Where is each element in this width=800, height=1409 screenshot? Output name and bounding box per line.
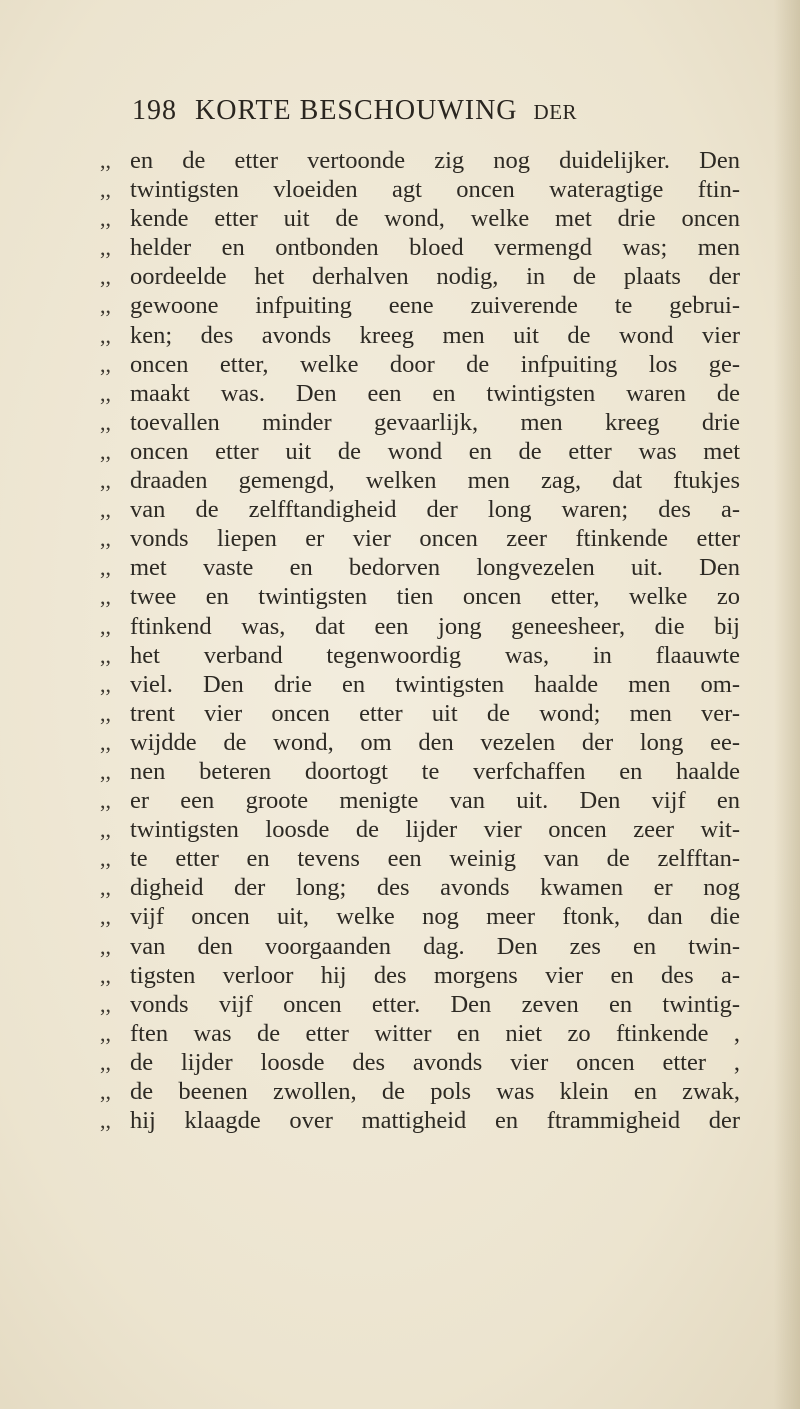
quotation-marker: ,, — [100, 846, 111, 872]
quotation-marker: ,, — [100, 1049, 111, 1075]
text-line — [100, 437, 740, 466]
text-line — [100, 699, 740, 728]
text-line — [100, 1019, 740, 1048]
line-text: viel. Den drie en twintigsten haalde men om- — [130, 670, 740, 698]
quotation-marker: ,, — [100, 991, 111, 1017]
line-text: draaden gemengd, welken men zag, dat ftukjes — [130, 467, 740, 495]
text-line — [100, 524, 740, 553]
line-text: maakt was. Den een en twintigsten waren de — [130, 379, 740, 407]
quotation-marker: ,, — [100, 700, 111, 726]
quotation-marker: ,, — [100, 758, 111, 784]
text-line — [100, 612, 740, 641]
quotation-marker: ,, — [100, 613, 111, 639]
quotation-marker: ,, — [100, 235, 111, 261]
quotation-marker: ,, — [100, 497, 111, 523]
line-text: met vaste en bedorven longvezelen uit. Den — [130, 554, 740, 582]
quotation-marker: ,, — [100, 962, 111, 988]
text-line — [100, 553, 740, 582]
line-text: kende etter uit de wond, welke met drie oncen — [130, 205, 740, 233]
line-text: van den voorgaanden dag. Den zes en twin- — [130, 932, 740, 960]
quotation-marker: ,, — [100, 264, 111, 290]
line-text: helder en ontbonden bloed vermengd was; men — [130, 234, 740, 262]
text-line — [100, 728, 740, 757]
line-text: de beenen zwollen, de pols was klein en zwak, — [130, 1078, 740, 1105]
line-text: twintigsten vloeiden agt oncen wateragtige ftin- — [130, 176, 740, 204]
text-line — [100, 350, 740, 379]
page-edge-shadow — [774, 0, 800, 1409]
text-line — [100, 262, 740, 291]
text-line — [100, 844, 740, 873]
text-line — [100, 873, 740, 902]
quotation-marker: ,, — [100, 322, 111, 348]
line-text: trent vier oncen etter uit de wond; men ver- — [130, 699, 740, 727]
text-line — [100, 408, 740, 437]
quotation-marker: ,, — [100, 293, 111, 319]
line-text: ftinkend was, dat een jong geneesheer, die bij — [130, 612, 740, 640]
line-text: het verband tegenwoordig was, in flaauwte — [130, 641, 740, 669]
text-line — [100, 786, 740, 815]
quotation-marker: ,, — [100, 468, 111, 494]
line-text: toevallen minder gevaarlijk, men kreeg drie — [130, 408, 740, 436]
quotation-marker: ,, — [100, 904, 111, 930]
text-line — [100, 757, 740, 786]
quotation-marker: ,, — [100, 671, 111, 697]
quotation-marker: ,, — [100, 409, 111, 435]
quotation-marker: ,, — [100, 177, 111, 203]
quotation-marker: ,, — [100, 729, 111, 755]
text-line — [100, 204, 740, 233]
line-text: te etter en tevens een weinig van de zelfftan- — [130, 845, 740, 873]
line-text: oncen etter, welke door de infpuiting los ge- — [130, 350, 740, 378]
quotation-marker: ,, — [100, 788, 111, 814]
text-line — [100, 1048, 740, 1077]
text-line — [100, 321, 740, 350]
line-text: vonds vijf oncen etter. Den zeven en twintig- — [130, 990, 740, 1018]
quotation-marker: ,, — [100, 351, 111, 377]
text-line — [100, 379, 740, 408]
text-line — [100, 291, 740, 320]
text-line — [100, 146, 740, 175]
line-text: vonds liepen er vier oncen zeer ftinkende etter — [130, 525, 740, 553]
line-text: twintigsten loosde de lijder vier oncen zeer wit- — [130, 816, 740, 844]
text-line — [100, 495, 740, 524]
body-text — [100, 146, 740, 1135]
running-title-tail: DER — [533, 100, 578, 124]
page-number: 198 — [132, 95, 177, 126]
text-line — [100, 641, 740, 670]
line-text: oncen etter uit de wond en de etter was met — [130, 437, 740, 465]
running-title: KORTE BESCHOUWING — [195, 95, 518, 126]
text-line — [100, 961, 740, 990]
quotation-marker: ,, — [100, 875, 111, 901]
quotation-marker: ,, — [100, 933, 111, 959]
quotation-marker: ,, — [100, 148, 111, 173]
quotation-marker: ,, — [100, 206, 111, 232]
text-line — [100, 902, 740, 931]
line-text: er een groote menigte van uit. Den vijf en — [130, 787, 740, 815]
quotation-marker: ,, — [100, 1108, 111, 1134]
running-header — [132, 95, 578, 127]
quotation-marker: ,, — [100, 526, 111, 552]
line-text: digheid der long; des avonds kwamen er nog — [130, 874, 740, 902]
text-line — [100, 582, 740, 611]
quotation-marker: ,, — [100, 1079, 111, 1104]
quotation-marker: ,, — [100, 1020, 111, 1046]
line-text: gewoone infpuiting eene zuiverende te gebrui- — [130, 292, 740, 320]
text-line — [100, 1106, 740, 1135]
text-line — [100, 466, 740, 495]
quotation-marker: ,, — [100, 584, 111, 610]
line-text: wijdde de wond, om den vezelen der long ee- — [130, 728, 740, 756]
line-text: van de zelfftandigheid der long waren; des a- — [130, 496, 740, 524]
line-text: hij klaagde over mattigheid en ftrammigheid der — [130, 1107, 740, 1135]
line-text: ken; des avonds kreeg men uit de wond vier — [130, 321, 740, 349]
quotation-marker: ,, — [100, 555, 111, 581]
line-text: ften was de etter witter en niet zo ftinkende , — [130, 1019, 740, 1047]
quotation-marker: ,, — [100, 817, 111, 843]
text-line — [100, 1077, 740, 1106]
line-text: en de etter vertoonde zig nog duidelijker. Den — [130, 147, 740, 174]
line-text: nen beteren doortogt te verfchaffen en haalde — [130, 757, 740, 785]
text-line — [100, 932, 740, 961]
line-text: de lijder loosde des avonds vier oncen etter , — [130, 1048, 740, 1076]
text-line — [100, 175, 740, 204]
line-text: vijf oncen uit, welke nog meer ftonk, dan die — [130, 903, 740, 931]
text-line — [100, 815, 740, 844]
line-text: oordeelde het derhalven nodig, in de plaats der — [130, 263, 740, 291]
line-text: twee en twintigsten tien oncen etter, welke zo — [130, 583, 740, 611]
text-line — [100, 670, 740, 699]
quotation-marker: ,, — [100, 642, 111, 668]
quotation-marker: ,, — [100, 438, 111, 464]
quotation-marker: ,, — [100, 380, 111, 406]
text-line — [100, 233, 740, 262]
text-line — [100, 990, 740, 1019]
line-text: tigsten verloor hij des morgens vier en des a- — [130, 961, 740, 989]
